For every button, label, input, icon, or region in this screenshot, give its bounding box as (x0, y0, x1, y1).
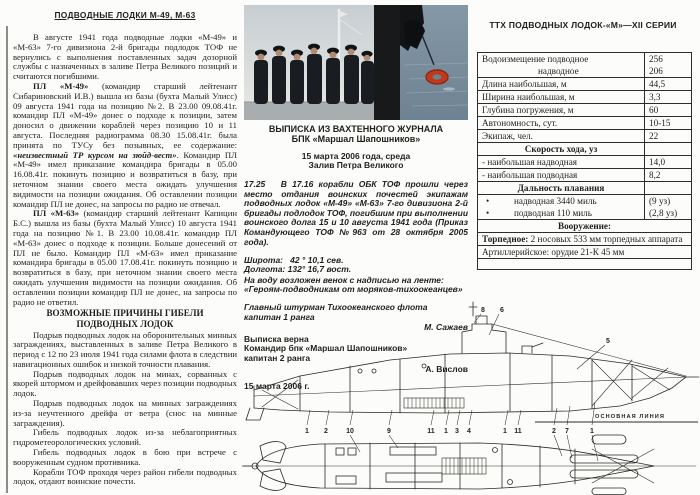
spec-label: Автономность, сут. (478, 117, 645, 130)
navigator-title: Главный штурман Тихоокеанского флота капитан 1 ранга (244, 302, 428, 322)
table-row (478, 104, 692, 117)
callout: 11 (427, 428, 435, 435)
table-row (478, 195, 692, 220)
m63-lead: ПЛ «М-63» (33, 208, 84, 219)
log-entry: 17.25 В 17.16 корабли ОБК ТОФ прошли через место отдания воинских почестей экипажам подводных лодок «М-49» «М-63» 7-го дивизиона 2-й бригады подлодок ТОФ, погибшим при выполнении воинского долга 15 и 10 августа 1941 года (Приказ Командующего ТОФ №963 от 28 октября 2005 года). (244, 179, 471, 247)
page-edge-shadow (6, 26, 8, 493)
bullet-icon: • (486, 196, 490, 206)
torpedo-row (478, 233, 692, 246)
spec-label: Экипаж, чел. (478, 130, 645, 143)
callout: 1 (590, 428, 594, 435)
table-row (478, 130, 692, 143)
callout: 2 (324, 428, 328, 435)
commander-title: Командир бпк «Маршал Шапошников» капитан 2 ранга (244, 343, 408, 363)
callout: 3 (455, 428, 459, 435)
callout: 6 (500, 307, 504, 314)
m49-quote: «неизвестный ТР курсом на зюйд-вест» (13, 149, 177, 160)
extract-date: 15 марта 2006 года, среда Залив Петра Великого (301, 150, 411, 171)
table-section-header (478, 220, 692, 233)
plan-view (242, 435, 696, 495)
spec-label: надводная 3440 миль (514, 196, 597, 206)
baseline-label: ОСНОВНАЯ ЛИНИЯ (595, 414, 665, 420)
callout: 11 (514, 428, 522, 435)
wreath (426, 70, 448, 84)
spec-label: Длина наибольшая, м (478, 78, 645, 91)
spec-value: 10-15 (645, 117, 692, 130)
cause-paragraph: Подрыв подводных лодок на минах, сорванных с якорей штормом и дрейфовавших через позиции подводных лодок. (13, 368, 237, 399)
m63-text1: (командир старший лейтенант Капицин Б.С.) вышла из базы (бухта Малый Улисс) 10 августа 1941 года на позицию №1. В 23.00 10.08.41г. командир ПЛ «М-63» донес о подходе к позиции. Больше донесений от ПЛ не было. Командир ПЛ «М-63» имел приказание командира бригады в 05.00 17.08.41г. покинуть позицию и возвратиться в базу, при неточном знании своего места ожидать улучшения видимости на позиции ожидания. Об оставлении позиции командир ПЛ не донес, на запросы по радио не ответил. (13, 208, 237, 307)
specs-table (477, 52, 692, 270)
callout: 4 (467, 428, 471, 435)
callout: 2 (552, 428, 556, 435)
spec-value: 60 (645, 104, 692, 117)
callout: 1 (503, 428, 507, 435)
spec-value: 8,2 (645, 169, 692, 182)
spec-label: - наибольшая подводная (478, 169, 645, 182)
callout: 8 (481, 307, 485, 314)
spec-label: подводная 110 миль (514, 208, 592, 218)
spec-value: 3,3 (645, 91, 692, 104)
table-row (478, 53, 692, 78)
memorial-photo (244, 5, 468, 120)
torpedo-label: Торпедное: (482, 234, 529, 244)
spec-value: 44,5 (645, 78, 692, 91)
wreath-photo (374, 5, 468, 120)
m49-text1: (командир старший лейтенант Сибариновский И.В.) вышла из базы (бухта Малый Улисс) 09 августа 1941 года на позицию №2. В 23.00 09.08.41г. командир ПЛ «М-49» донес о подходе к позиции, затем доносил о движении кораблей через позицию 10 и 11 августа. Последняя радиограмма 08.30 15.08.41г. была принята по ТУСу без позывных, ее содержание: (13, 80, 237, 150)
logbook-extract (244, 124, 471, 392)
m49-text2: . Командир ПЛ «М-49» имел приказание командира бригады в 05.00 16.08.41г. покинуть позицию и возвратиться в базу, при неточном знании своего места ожидать улучшения видимости на позиции ожидания. Об оставлении позиции командир ПЛ не донес, на запросы по радио не отвечал. (13, 149, 237, 209)
section-header-label: Вооружение: (478, 220, 692, 233)
spec-value: (9 уз) (649, 196, 671, 206)
table-row (478, 169, 692, 182)
range-row (482, 195, 640, 207)
table-row (478, 91, 692, 104)
spec-label: Ширина наибольшая, м (478, 91, 645, 104)
table-row (478, 117, 692, 130)
callout: 1 (444, 428, 448, 435)
officers-photo (244, 5, 374, 120)
extract-heading: ВЫПИСКА ИЗ ВАХТЕННОГО ЖУРНАЛА (268, 124, 444, 134)
table-row (478, 156, 692, 169)
left-column (13, 10, 237, 487)
spec-label: надводное (538, 66, 579, 76)
callout: 1 (305, 428, 309, 435)
table-section-header (478, 182, 692, 195)
spec-value: 22 (645, 130, 692, 143)
spec-value: 256 (649, 54, 663, 64)
spec-label: Глубина погружения, м (478, 104, 645, 117)
extract-subheading: БПК «Маршал Шапошников» (291, 134, 421, 145)
torpedo-text: 2 носовых 533 мм торпедных аппарата (528, 234, 683, 244)
causes-heading: ВОЗМОЖНЫЕ ПРИЧИНЫ ГИБЕЛИ ПОДВОДНЫХ ЛОДОК (46, 308, 204, 329)
cause-paragraph: Корабли ТОФ проходя через район гибели подводных лодок, отдают воинские почести. (13, 466, 237, 487)
commander-signature: А. Вислов (425, 363, 468, 374)
wreath-note: На воду возложен венок с надписью на ленте: «Героям-подводникам от моряков-тихоокеанцев» (244, 274, 463, 295)
m49-lead: ПЛ «М-49» (33, 80, 103, 91)
callout: 9 (387, 428, 391, 435)
section-header-label: Дальность плавания (478, 182, 645, 195)
range-row (482, 207, 640, 219)
cause-paragraph: Гибель подводных лодок в бою при встрече с вооруженным судном противника. (13, 447, 237, 467)
spec-value: 206 (649, 66, 663, 76)
cause-paragraph: Гибель подводных лодок из-за неблагоприятных гидрометеорологических условий. (13, 427, 237, 448)
section-header-label: Скорость хода, уз (478, 143, 645, 156)
table-row (478, 78, 692, 91)
callout: 5 (606, 338, 610, 345)
page-title: ПОДВОДНЫЕ ЛОДКИ М-49, М-63 (54, 10, 196, 20)
intro-paragraph: В августе 1941 года подводные лодки «М-49» и «М-63» 7-го дивизиона 2-й бригады подлодок ТОФ не вернулись с выполнения поставленных задач дозорной службы с назначенных в заливе Петра Великого позиций и считаются погибшими. (13, 32, 237, 82)
specs-title: ТТХ ПОДВОДНЫХ ЛОДОК-«М»—XII СЕРИИ (489, 20, 677, 30)
spec-label: Водоизмещение подводное (482, 54, 589, 64)
table-row (478, 246, 692, 259)
cause-paragraph: Подрыв подводных лодок на минных заграждениях из-за неучтенного дрейфа от ветра (снос на минные заграждения). (13, 398, 237, 428)
m49-paragraph (13, 82, 237, 209)
spec-value: (2,8 уз) (649, 208, 678, 218)
table-section-header (478, 143, 692, 156)
artillery-row: Артиллерийское: орудие 21-К 45 мм (478, 246, 692, 259)
navigator-signature: М. Сажаев (424, 322, 468, 333)
callout: 7 (565, 428, 569, 435)
spec-value: 14,0 (645, 156, 692, 169)
m63-paragraph (13, 209, 237, 307)
bullet-icon: • (486, 208, 490, 218)
sign-date: 15 марта 2006 г. (244, 381, 310, 392)
longitude-line: Долгота: 132° 16,7 вост. (244, 264, 352, 275)
table-row-empty (478, 259, 692, 270)
callout: 10 (346, 428, 354, 435)
cause-paragraph: Подрыв подводных лодок на оборонительных минных заграждениях, выставленных в заливе Петра Великого в период с 12 по 23 июля 1941 года силами флота в следствии навигационных ошибок и низкой точности плавания. (13, 329, 237, 369)
spec-label: - наибольшая надводная (478, 156, 645, 169)
latitude-line: Широта: 42 ° 10,1 сев. (244, 254, 344, 265)
table-row (478, 233, 692, 246)
copy-note: Выписка верна (244, 333, 309, 344)
